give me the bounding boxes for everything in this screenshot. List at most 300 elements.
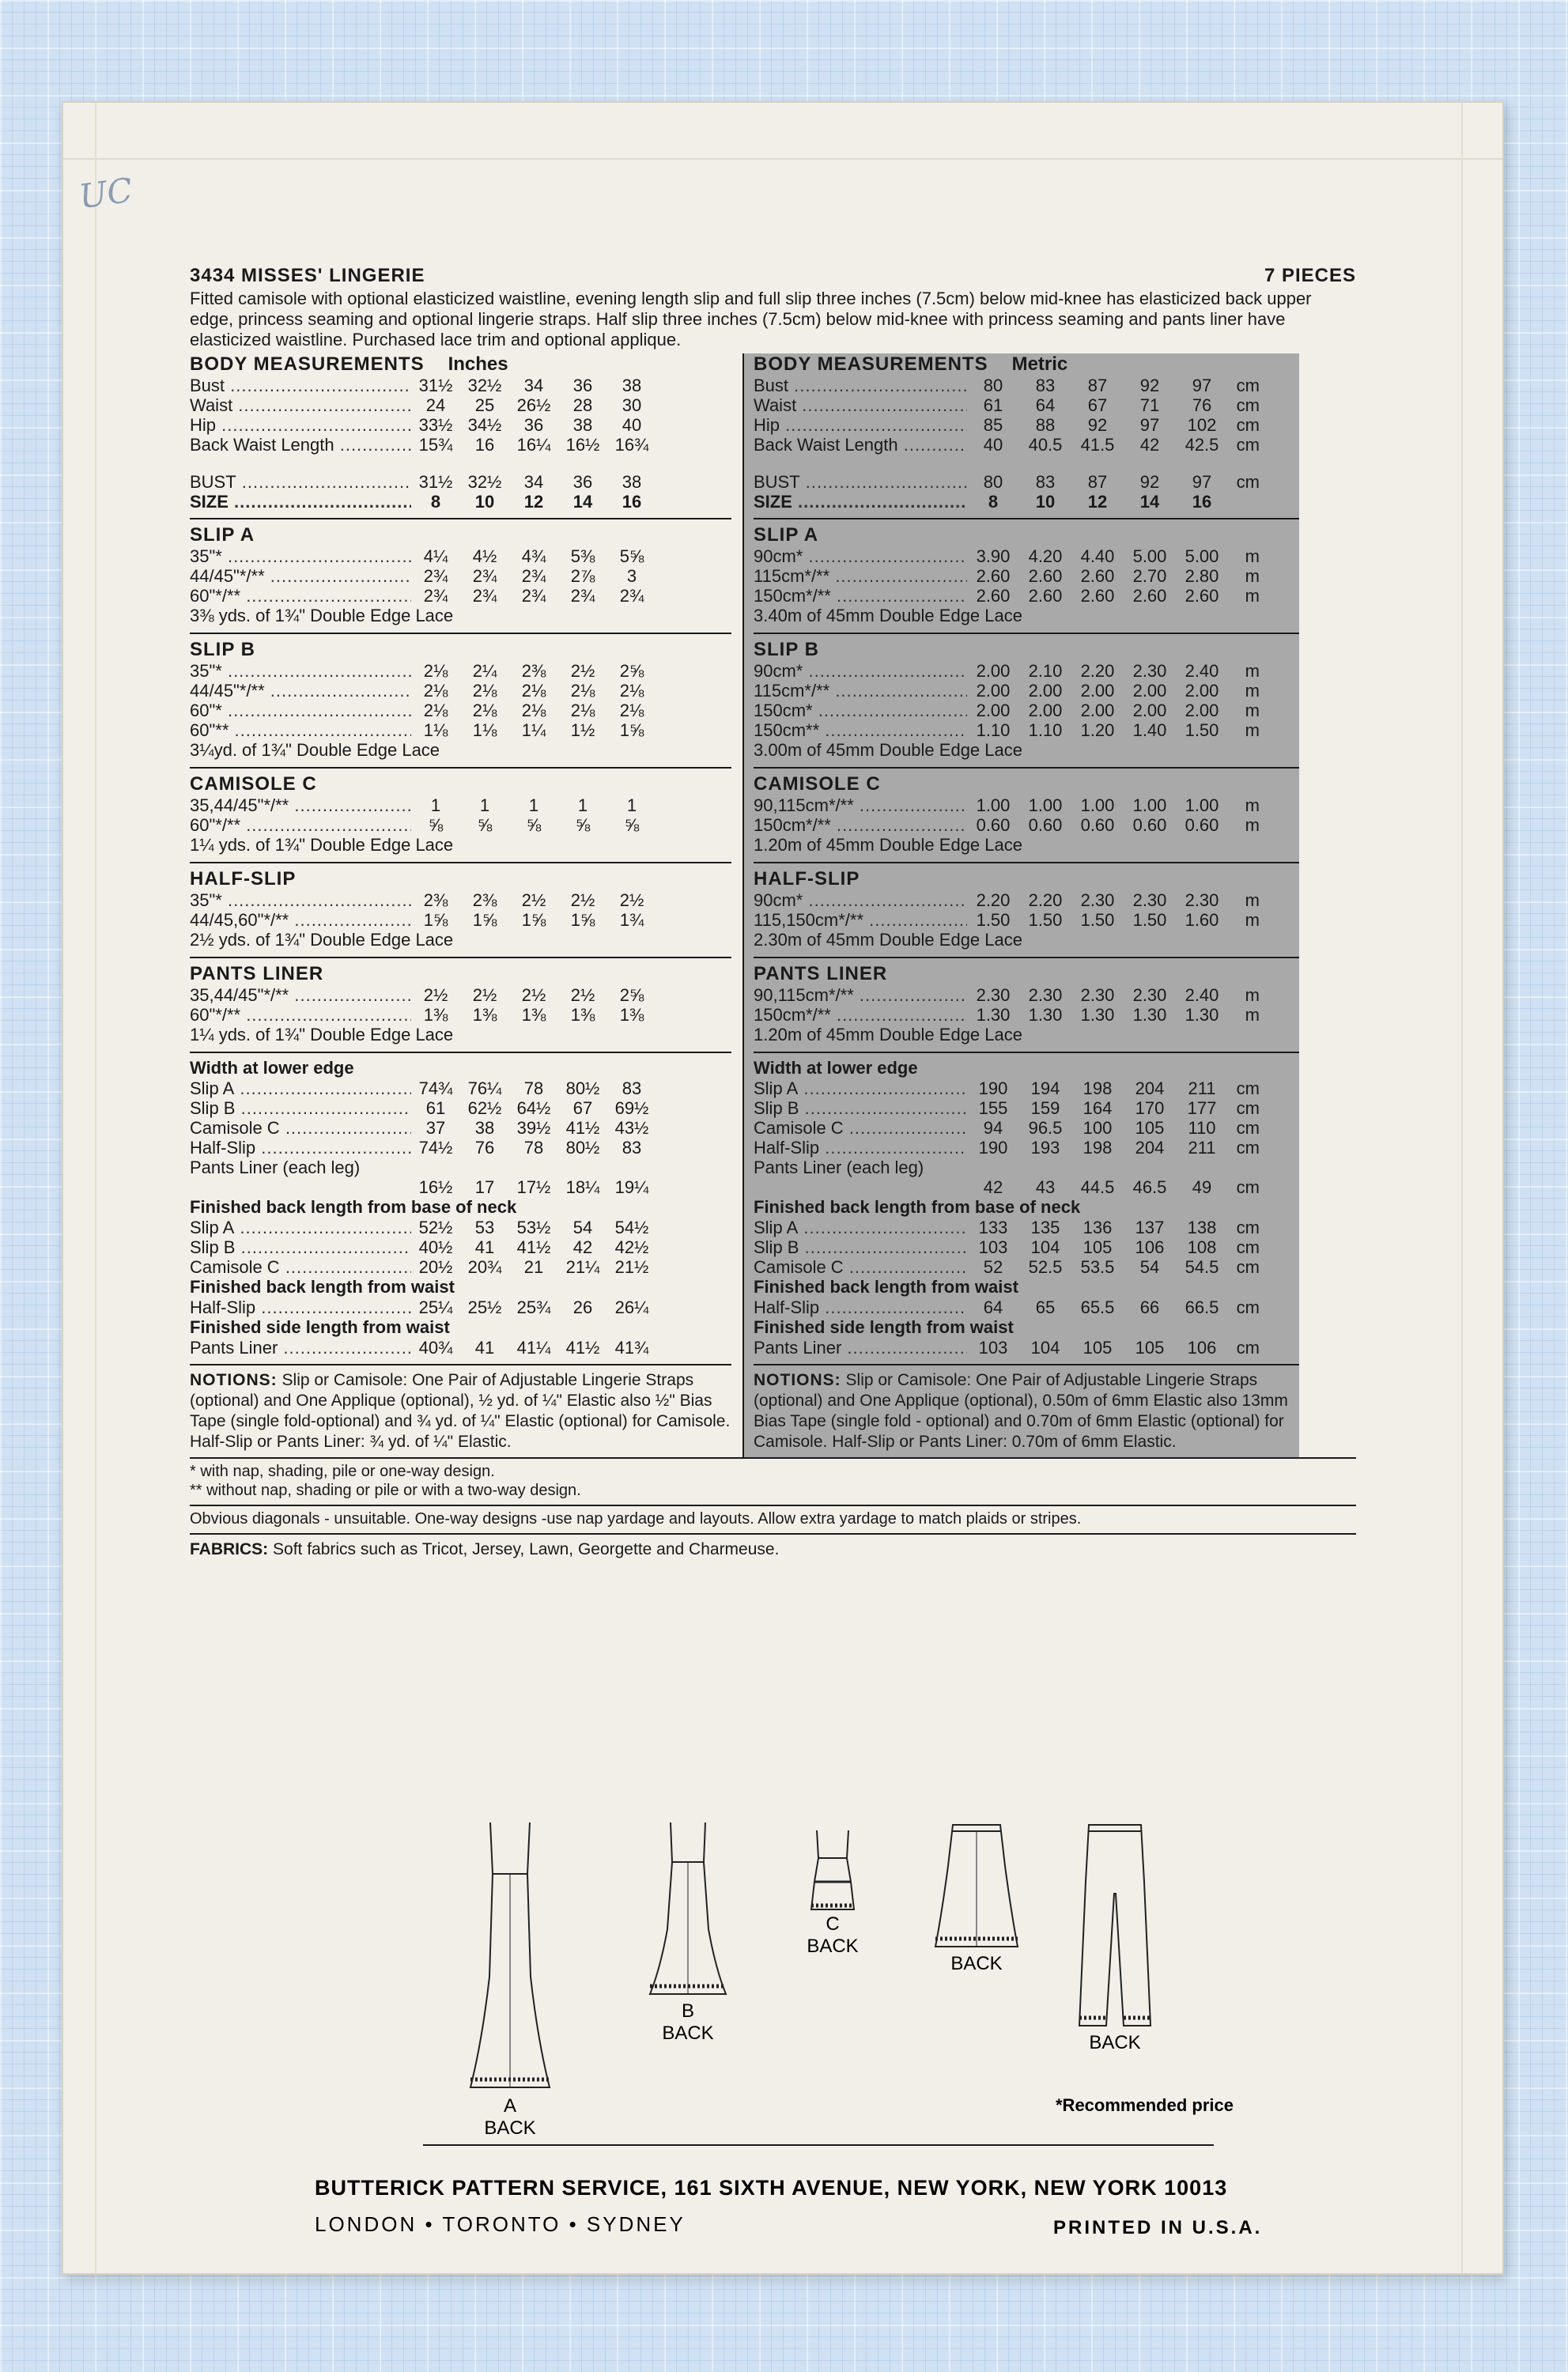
row-value: 66.5 — [1185, 1297, 1219, 1317]
row-value: 190 — [978, 1138, 1008, 1158]
slip-b-title: SLIP B — [190, 639, 255, 660]
table-row — [190, 472, 731, 492]
row-value: 80½ — [565, 1138, 600, 1158]
row-value: 2.30 — [1080, 890, 1115, 910]
body-measurements-header — [754, 353, 1299, 376]
pattern-header — [190, 265, 1356, 287]
row-value: 54 — [1139, 1257, 1160, 1277]
table-row — [754, 1257, 1299, 1277]
envelope-flap-fold — [63, 158, 1502, 160]
row-label: 44/45,60"*/** ..... — [190, 910, 411, 930]
table-row — [754, 1005, 1299, 1025]
table-row — [754, 586, 1299, 606]
row-value: 4½ — [472, 546, 497, 566]
row-value: 2⅛ — [472, 681, 497, 701]
row-value: 25 — [474, 395, 495, 415]
lace-requirement: 1¼ yds. of 1¾" Double Edge Lace — [190, 1025, 454, 1044]
row-value: 1⅝ — [423, 910, 448, 930]
row-value: 38 — [474, 1118, 495, 1138]
row-value: 78 — [523, 1078, 544, 1098]
row-value: 34½ — [467, 415, 502, 435]
row-value: 16¾ — [614, 435, 649, 455]
row-value: 2⅛ — [521, 701, 546, 720]
lace-requirement: 3.40m of 45mm Double Edge Lace — [754, 606, 1022, 625]
back-waist-title: Finished back length from waist — [754, 1277, 1018, 1297]
row-value: 1⅜ — [423, 1005, 448, 1025]
row-label: 35,44/45"*/** ..... — [190, 795, 411, 815]
row-label: Camisole C ..... — [190, 1118, 411, 1138]
row-value: 2.30 — [976, 985, 1011, 1005]
row-value: 1⅜ — [570, 1005, 595, 1025]
row-value: 138 — [1187, 1218, 1217, 1237]
row-label: 35"* ..... — [190, 546, 411, 566]
table-row — [190, 985, 731, 1005]
row-value: 1.30 — [1185, 1005, 1219, 1025]
row-value: 2.00 — [1080, 681, 1115, 701]
lace-requirement: 1¼ yds. of 1¾" Double Edge Lace — [190, 835, 454, 855]
row-value: 92 — [1087, 415, 1108, 435]
row-value: 2.60 — [1028, 566, 1063, 586]
row-value: 24 — [425, 395, 446, 415]
row-value: 2.60 — [1080, 586, 1115, 606]
row-value: 2.80 — [1185, 566, 1219, 586]
sketch-a-letter: A — [503, 2095, 516, 2117]
row-label: 44/45"*/** ..... — [190, 681, 411, 701]
table-row — [190, 1138, 731, 1158]
row-value: 211 — [1188, 1138, 1216, 1158]
row-value: 54½ — [614, 1218, 649, 1237]
sketch-b-letter: B — [681, 2000, 694, 2022]
row-value: 2.30 — [1080, 985, 1115, 1005]
row-label: Waist ..... — [754, 395, 967, 415]
row-value: 2.00 — [1132, 681, 1167, 701]
row-label: Pants Liner ..... — [190, 1338, 411, 1358]
row-unit: cm — [1236, 415, 1260, 435]
row-value: 1 — [479, 795, 490, 815]
row-value: 0.60 — [1185, 815, 1219, 835]
row-value: 31½ — [418, 376, 453, 395]
row-value: 1⅝ — [570, 910, 595, 930]
row-value: 2.20 — [1080, 661, 1115, 681]
row-value: 87 — [1087, 376, 1108, 395]
row-value: 135 — [1030, 1218, 1060, 1237]
spacer — [754, 455, 1299, 472]
table-row — [190, 376, 731, 395]
row-value: 2½ — [570, 661, 595, 681]
camisole-c-title: CAMISOLE C — [190, 773, 317, 795]
row-value: 32½ — [467, 472, 502, 492]
unit-label: Inches — [448, 353, 508, 375]
row-value: 21½ — [614, 1257, 649, 1277]
row-value: 103 — [978, 1237, 1008, 1257]
back-neck-title: Finished back length from base of neck — [190, 1197, 517, 1217]
lace-requirement: 2½ yds. of 1¾" Double Edge Lace — [190, 930, 454, 950]
row-value: 177 — [1187, 1098, 1217, 1118]
notions-text: Slip or Camisole: One Pair of Adjustable Lingerie Straps (optional) and One Applique (optional), ½ yd. of ¼" Elastic also ½" Bias Tape (single fold-optional) and ¾ yd. of ¼" Elastic (optional) for Camisole. Half-Slip or Pants Liner: ¾ yd. of ¼" Elastic. — [190, 1371, 731, 1451]
row-value: 1 — [430, 795, 441, 815]
row-label: 90cm* ..... — [754, 890, 967, 910]
row-value: 64½ — [516, 1098, 551, 1118]
slip-b-back-icon — [640, 1819, 735, 2000]
row-unit: m — [1245, 661, 1260, 681]
fabrics-note — [190, 1535, 1356, 1560]
row-value: 1⅜ — [472, 1005, 497, 1025]
finished-measurements — [190, 1052, 731, 1364]
table-row — [754, 1338, 1299, 1358]
envelope-right-seam — [1461, 103, 1463, 2273]
row-value: 41¼ — [516, 1338, 551, 1358]
row-value: 44.5 — [1080, 1177, 1115, 1197]
sketch-slip-b — [633, 1819, 743, 2045]
row-label: 150cm** ..... — [754, 720, 967, 740]
row-value: 1⅝ — [472, 910, 497, 930]
row-value: 105 — [1135, 1118, 1165, 1138]
notions-text: Slip or Camisole: One Pair of Adjustable Lingerie Straps (optional) and One Applique (optional), 0.50m of 6mm Elastic also 13mm Bias Tape (single fold - optional) and 0.70m of 6mm Elastic (optional) for Camisole. Half-Slip or Pants Liner: 0.70m of 6mm Elastic. — [754, 1371, 1288, 1451]
row-value: 1.40 — [1132, 720, 1167, 740]
row-value: 34 — [523, 472, 544, 492]
row-value: 17½ — [516, 1177, 551, 1197]
body-measurements-header — [190, 353, 731, 376]
row-value: 42.5 — [1185, 435, 1219, 455]
fabrics-text: Soft fabrics such as Tricot, Jersey, Lawn, Georgette and Charmeuse. — [273, 1540, 780, 1558]
row-unit: cm — [1236, 1078, 1260, 1098]
row-value: 136 — [1082, 1218, 1113, 1237]
row-value: 16 — [1192, 492, 1212, 512]
row-value: 2.00 — [1080, 701, 1115, 720]
row-unit: m — [1245, 720, 1260, 740]
row-value: 80 — [983, 376, 1003, 395]
row-value: 74¾ — [418, 1078, 453, 1098]
garment-sketches — [190, 1811, 1356, 2143]
notions-block — [190, 1364, 731, 1457]
row-value: 4¼ — [423, 546, 448, 566]
row-value: 40 — [983, 435, 1003, 455]
row-unit: cm — [1236, 1338, 1260, 1358]
row-value: 2½ — [521, 890, 546, 910]
row-value: 54.5 — [1185, 1257, 1219, 1277]
row-value: 42 — [983, 1177, 1003, 1197]
row-value: 71 — [1139, 395, 1160, 415]
row-value: 36 — [523, 415, 544, 435]
pants-liner-width-label — [754, 1158, 1299, 1177]
camisole-c-title: CAMISOLE C — [754, 773, 881, 795]
row-label: Half-Slip ..... — [190, 1138, 411, 1158]
row-value: 2⅜ — [521, 661, 546, 681]
row-value: 17 — [474, 1177, 495, 1197]
row-value: 53.5 — [1080, 1257, 1115, 1277]
row-label: SIZE ..... — [754, 492, 967, 512]
row-value: 80½ — [565, 1078, 600, 1098]
row-label: Slip B ..... — [190, 1237, 411, 1257]
row-value: 2⅛ — [423, 661, 448, 681]
row-value: 2.20 — [976, 890, 1011, 910]
row-value: 100 — [1082, 1118, 1113, 1138]
row-value: 0.60 — [1080, 815, 1115, 835]
row-label: Waist ..... — [190, 395, 411, 415]
row-value: 43 — [1035, 1177, 1056, 1197]
lace-requirement: 3⅜ yds. of 1¾" Double Edge Lace — [190, 606, 454, 625]
lace-requirement: 3.00m of 45mm Double Edge Lace — [754, 740, 1022, 760]
row-value: 78 — [523, 1138, 544, 1158]
table-row — [190, 1338, 731, 1358]
row-value: 52 — [983, 1257, 1003, 1277]
row-value: 1⅝ — [521, 910, 546, 930]
row-value: 2.10 — [1028, 661, 1063, 681]
table-row — [190, 1297, 731, 1317]
slip-b-title: SLIP B — [754, 639, 819, 660]
row-value: 83 — [1035, 472, 1056, 492]
row-value: 1.50 — [1028, 910, 1063, 930]
row-value: ⅝ — [575, 815, 591, 835]
row-value: 41 — [474, 1237, 495, 1257]
row-label: 90,115cm*/** ..... — [754, 795, 967, 815]
row-label: 60"*/** ..... — [190, 586, 411, 606]
table-row — [190, 1078, 731, 1098]
row-value: 1.00 — [1185, 795, 1219, 815]
table-row — [190, 1118, 731, 1138]
row-value: 2⅛ — [570, 681, 595, 701]
sketch-camisole-c — [789, 1826, 876, 1958]
row-value: 1.00 — [1028, 795, 1063, 815]
row-value: 36 — [572, 376, 593, 395]
printed-in-label: PRINTED IN U.S.A. — [1053, 2217, 1263, 2238]
row-label: Back Waist Length ..... — [190, 435, 411, 455]
camisole-c-yardage — [754, 767, 1299, 862]
table-row — [190, 661, 731, 681]
row-value: 83 — [622, 1138, 642, 1158]
row-unit: cm — [1236, 395, 1260, 415]
row-value: 62½ — [467, 1098, 502, 1118]
row-label: Bust ..... — [754, 376, 967, 395]
row-value: 1.30 — [976, 1005, 1011, 1025]
table-row — [754, 985, 1299, 1005]
row-unit: cm — [1236, 435, 1260, 455]
yardage-columns — [190, 353, 1356, 1459]
row-value: 26¼ — [614, 1297, 649, 1317]
row-label: 90,115cm*/** ..... — [754, 985, 967, 1005]
handwritten-note: UC — [76, 170, 135, 217]
row-value: 85 — [983, 415, 1003, 435]
row-value: 8 — [430, 492, 441, 512]
camisole-c-yardage — [190, 767, 731, 862]
sketch-pants-liner — [1060, 1819, 1170, 2054]
row-value: 1.50 — [1132, 910, 1167, 930]
row-label: Slip B ..... — [754, 1237, 967, 1257]
row-value: 1.60 — [1185, 910, 1219, 930]
table-row — [190, 1237, 731, 1257]
unit-label: Metric — [1011, 353, 1068, 375]
row-value: 21 — [523, 1257, 544, 1277]
table-row — [754, 1098, 1299, 1118]
fabrics-label: FABRICS: — [190, 1540, 269, 1558]
row-value: 2¼ — [472, 661, 497, 681]
row-value: 97 — [1192, 472, 1212, 492]
row-label: Slip A ..... — [190, 1078, 411, 1098]
row-value: 2.60 — [1028, 586, 1063, 606]
row-value: 14 — [572, 492, 593, 512]
slip-a-yardage — [190, 518, 731, 633]
row-value: 25¼ — [418, 1297, 453, 1317]
row-unit: m — [1245, 586, 1260, 606]
row-value: 38 — [622, 472, 642, 492]
row-value: 2.00 — [1028, 701, 1063, 720]
row-value: 20½ — [418, 1257, 453, 1277]
pattern-title: 3434 MISSES' LINGERIE — [190, 265, 425, 286]
table-row — [190, 586, 731, 606]
row-label: 150cm*/** ..... — [754, 815, 967, 835]
row-value: 204 — [1135, 1078, 1165, 1098]
table-row — [190, 1257, 731, 1277]
row-value: 61 — [425, 1098, 446, 1118]
notions-label: NOTIONS: — [190, 1371, 278, 1389]
row-value: ⅝ — [428, 815, 444, 835]
row-label: Back Waist Length ..... — [754, 435, 967, 455]
row-value: 42½ — [614, 1237, 649, 1257]
table-row — [754, 1118, 1299, 1138]
row-label: Slip B ..... — [754, 1098, 967, 1118]
row-value: 87 — [1087, 472, 1108, 492]
row-value: 64 — [983, 1297, 1003, 1317]
row-value: 193 — [1030, 1138, 1060, 1158]
row-value: 15¾ — [418, 435, 453, 455]
row-label: 60"** ..... — [190, 720, 411, 740]
row-value: 40.5 — [1028, 435, 1063, 455]
row-value: 38 — [622, 376, 642, 395]
divider-rule — [423, 2144, 1214, 2146]
row-value: 30 — [622, 395, 642, 415]
row-value: 26½ — [516, 395, 551, 415]
row-value: 25¾ — [516, 1297, 551, 1317]
table-row — [190, 1005, 731, 1025]
pants-liner-title: PANTS LINER — [754, 963, 888, 984]
row-value: 28 — [572, 395, 593, 415]
row-value: 2.40 — [1185, 985, 1219, 1005]
row-value: 2.60 — [976, 566, 1011, 586]
row-value: 106 — [1135, 1237, 1165, 1257]
row-value: 1.30 — [1028, 1005, 1063, 1025]
half-slip-title: HALF-SLIP — [754, 868, 860, 890]
row-value: 2.00 — [1185, 681, 1219, 701]
row-value: 1.00 — [976, 795, 1011, 815]
row-unit: m — [1245, 815, 1260, 835]
row-label: Hip ..... — [190, 415, 411, 435]
row-unit: cm — [1236, 1177, 1260, 1197]
sketch-c-back-label: BACK — [807, 1936, 859, 1957]
row-value: 164 — [1082, 1098, 1113, 1118]
row-value: 41½ — [565, 1338, 600, 1358]
row-value: 16½ — [418, 1177, 453, 1197]
row-label: Pants Liner (each leg) — [190, 1158, 361, 1177]
row-label: Slip A ..... — [190, 1218, 411, 1237]
row-label: 35"* ..... — [190, 890, 411, 910]
table-row — [190, 795, 731, 815]
row-value: 97 — [1139, 415, 1160, 435]
row-value: 110 — [1188, 1118, 1216, 1138]
row-value: 198 — [1082, 1078, 1113, 1098]
row-value: 33½ — [418, 415, 453, 435]
table-row — [754, 1078, 1299, 1098]
row-value: 2½ — [423, 985, 448, 1005]
row-unit: cm — [1236, 1218, 1260, 1237]
row-value: 2¾ — [570, 586, 595, 606]
slip-a-title: SLIP A — [190, 524, 255, 546]
half-slip-title: HALF-SLIP — [190, 868, 297, 890]
row-value: 2.00 — [1185, 701, 1219, 720]
lace-requirement: 2.30m of 45mm Double Edge Lace — [754, 930, 1022, 950]
slip-b-yardage — [190, 633, 731, 767]
row-value: 103 — [978, 1338, 1008, 1358]
row-value: 2⅛ — [472, 701, 497, 720]
row-value: 41¾ — [614, 1338, 649, 1358]
table-row — [190, 395, 731, 415]
row-label: 44/45"*/** ..... — [190, 566, 411, 586]
table-row — [754, 910, 1299, 930]
row-value: 26 — [572, 1297, 593, 1317]
sketch-half-slip-back-label: BACK — [950, 1953, 1003, 1974]
footnote-with-nap: * with nap, shading, pile or one-way design. — [190, 1463, 495, 1480]
table-row — [190, 492, 731, 512]
table-row — [190, 1218, 731, 1237]
row-unit: m — [1245, 910, 1260, 930]
row-value: 2.60 — [1132, 586, 1167, 606]
row-label: Pants Liner (each leg) — [754, 1158, 924, 1177]
row-value: 102 — [1187, 415, 1217, 435]
pants-liner-back-icon — [1071, 1819, 1158, 2032]
row-value: 65.5 — [1080, 1297, 1115, 1317]
row-unit: m — [1245, 681, 1260, 701]
row-label: Camisole C ..... — [190, 1257, 411, 1277]
row-value: 2½ — [472, 985, 497, 1005]
row-value: 2.30 — [1028, 985, 1063, 1005]
row-value: 105 — [1135, 1338, 1165, 1358]
row-value: 2½ — [521, 985, 546, 1005]
row-value: 46.5 — [1132, 1177, 1167, 1197]
row-label: Half-Slip ..... — [754, 1297, 967, 1317]
table-row — [754, 492, 1299, 512]
width-title: Width at lower edge — [190, 1058, 354, 1078]
notions-block — [754, 1364, 1299, 1457]
row-value: 53 — [474, 1218, 495, 1237]
row-unit: cm — [1236, 1098, 1260, 1118]
row-value: 31½ — [418, 472, 453, 492]
row-value: 5⅝ — [619, 546, 644, 566]
row-value: 25½ — [467, 1297, 502, 1317]
row-value: 1.10 — [1028, 720, 1063, 740]
row-value: 49 — [1192, 1177, 1212, 1197]
table-row — [190, 910, 731, 930]
row-value: 2.30 — [1132, 890, 1167, 910]
row-value: 2½ — [619, 890, 644, 910]
row-value: 1.00 — [1080, 795, 1115, 815]
row-value: 2⅛ — [521, 681, 546, 701]
row-value: 2.60 — [976, 586, 1011, 606]
publisher-address: BUTTERICK PATTERN SERVICE, 161 SIXTH AVENUE, NEW YORK, NEW YORK 10013 — [315, 2176, 1228, 2200]
row-value: 52.5 — [1028, 1257, 1063, 1277]
row-value: 4.40 — [1080, 546, 1115, 566]
row-value: 2⅛ — [423, 681, 448, 701]
row-value: 1.50 — [1185, 720, 1219, 740]
row-value: 2⅝ — [619, 985, 644, 1005]
sketch-b-back-label: BACK — [662, 2023, 714, 2044]
table-row — [190, 546, 731, 566]
envelope-left-seam — [95, 103, 96, 2273]
table-row — [190, 681, 731, 701]
row-value: ⅝ — [526, 815, 542, 835]
row-value: ⅝ — [624, 815, 640, 835]
body-measurements-title: BODY MEASUREMENTS — [190, 353, 425, 375]
sketch-slip-a — [455, 1819, 565, 2140]
row-value: ⅝ — [477, 815, 493, 835]
